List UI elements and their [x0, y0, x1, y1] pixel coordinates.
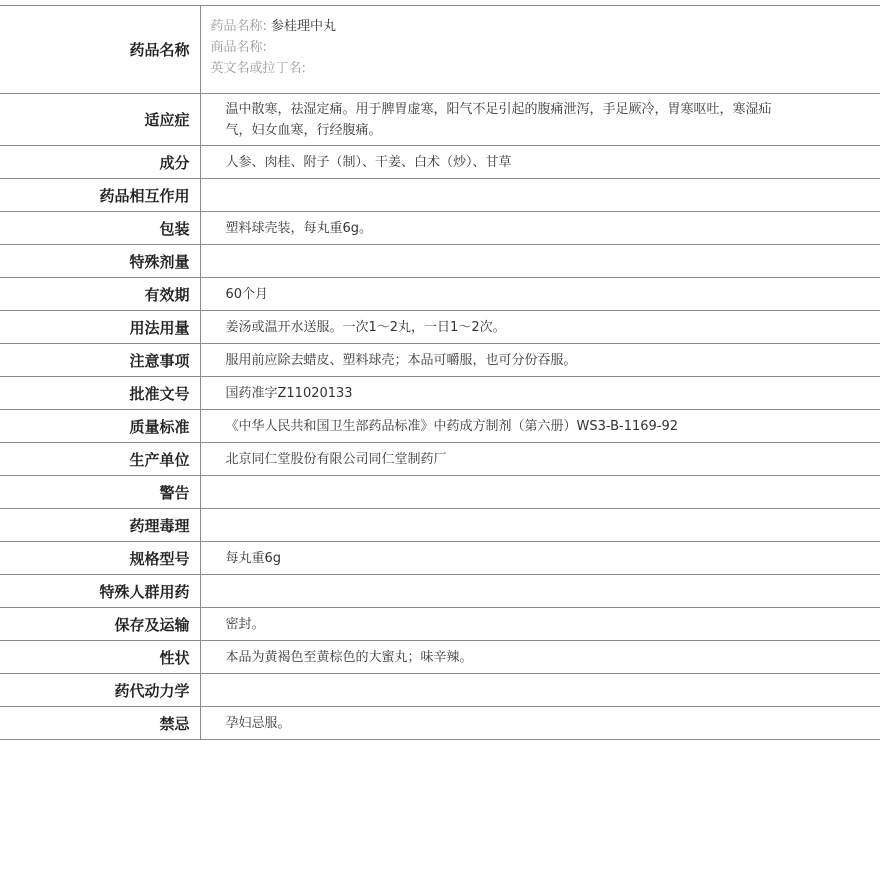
row-label: 包装 — [0, 212, 200, 245]
row-manufacturer — [0, 443, 880, 476]
row-value: 《中华人民共和国卫生部药品标准》中药成方制剂（第六册）WS3-B-1169-92 — [200, 410, 880, 443]
row-label: 成分 — [0, 146, 200, 179]
row-value: 北京同仁堂股份有限公司同仁堂制药厂 — [200, 443, 880, 476]
row-value: 每丸重6g — [200, 542, 880, 575]
row-label: 用法用量 — [0, 311, 200, 344]
row-label: 注意事项 — [0, 344, 200, 377]
row-value — [200, 575, 880, 608]
row-label: 药品名称 — [0, 6, 200, 94]
row-shelf-life — [0, 278, 880, 311]
row-value — [200, 674, 880, 707]
generic-name-value: 参桂理中丸 — [271, 19, 337, 34]
row-value: 塑料球壳装，每丸重6g。 — [200, 212, 880, 245]
row-value — [200, 245, 880, 278]
row-label: 特殊人群用药 — [0, 575, 200, 608]
row-value: 本品为黄褐色至黄棕色的大蜜丸；味辛辣。 — [200, 641, 880, 674]
row-indications — [0, 94, 880, 146]
row-special-dosage — [0, 245, 880, 278]
row-label: 禁忌 — [0, 707, 200, 740]
row-interactions — [0, 179, 880, 212]
row-value: 温中散寒，祛湿定痛。用于脾胃虚寒，阳气不足引起的腹痛泄泻，手足厥冷，胃寒呕吐，寒湿疝气，妇女血寒，行经腹痛。 — [200, 94, 880, 146]
row-label: 警告 — [0, 476, 200, 509]
row-description — [0, 641, 880, 674]
generic-name-key: 药品名称: — [210, 19, 267, 34]
row-label: 适应症 — [0, 94, 200, 146]
generic-name-line — [211, 16, 880, 37]
row-pharmacology — [0, 509, 880, 542]
row-ingredients — [0, 146, 880, 179]
row-value — [200, 509, 880, 542]
row-value: 60个月 — [200, 278, 880, 311]
drug-info-table — [0, 5, 880, 740]
row-value: 密封。 — [200, 608, 880, 641]
row-contraindications — [0, 707, 880, 740]
row-value — [200, 476, 880, 509]
english-name-key: 英文名或拉丁名: — [210, 61, 306, 76]
row-label: 药代动力学 — [0, 674, 200, 707]
row-pharmacokinetics — [0, 674, 880, 707]
row-label: 有效期 — [0, 278, 200, 311]
row-label: 性状 — [0, 641, 200, 674]
row-label: 药品相互作用 — [0, 179, 200, 212]
row-specification — [0, 542, 880, 575]
row-drug-name — [0, 6, 880, 94]
row-value: 孕妇忌服。 — [200, 707, 880, 740]
row-quality-standard — [0, 410, 880, 443]
row-label: 药理毒理 — [0, 509, 200, 542]
row-label: 批准文号 — [0, 377, 200, 410]
row-label: 特殊剂量 — [0, 245, 200, 278]
drug-name-cell — [200, 6, 880, 94]
trade-name-key: 商品名称: — [210, 40, 267, 55]
row-label: 质量标准 — [0, 410, 200, 443]
row-storage — [0, 608, 880, 641]
row-label: 生产单位 — [0, 443, 200, 476]
row-approval-number — [0, 377, 880, 410]
row-value: 人参、肉桂、附子（制）、干姜、白术（炒）、甘草 — [200, 146, 880, 179]
row-value — [200, 179, 880, 212]
row-usage — [0, 311, 880, 344]
row-special-populations — [0, 575, 880, 608]
row-warnings — [0, 476, 880, 509]
row-label: 保存及运输 — [0, 608, 200, 641]
row-label: 规格型号 — [0, 542, 200, 575]
row-value: 姜汤或温开水送服。一次1～2丸，一日1～2次。 — [200, 311, 880, 344]
row-value: 国药准字Z11020133 — [200, 377, 880, 410]
row-packaging — [0, 212, 880, 245]
row-precautions — [0, 344, 880, 377]
row-value: 服用前应除去蜡皮、塑料球壳；本品可嚼服，也可分份吞服。 — [200, 344, 880, 377]
